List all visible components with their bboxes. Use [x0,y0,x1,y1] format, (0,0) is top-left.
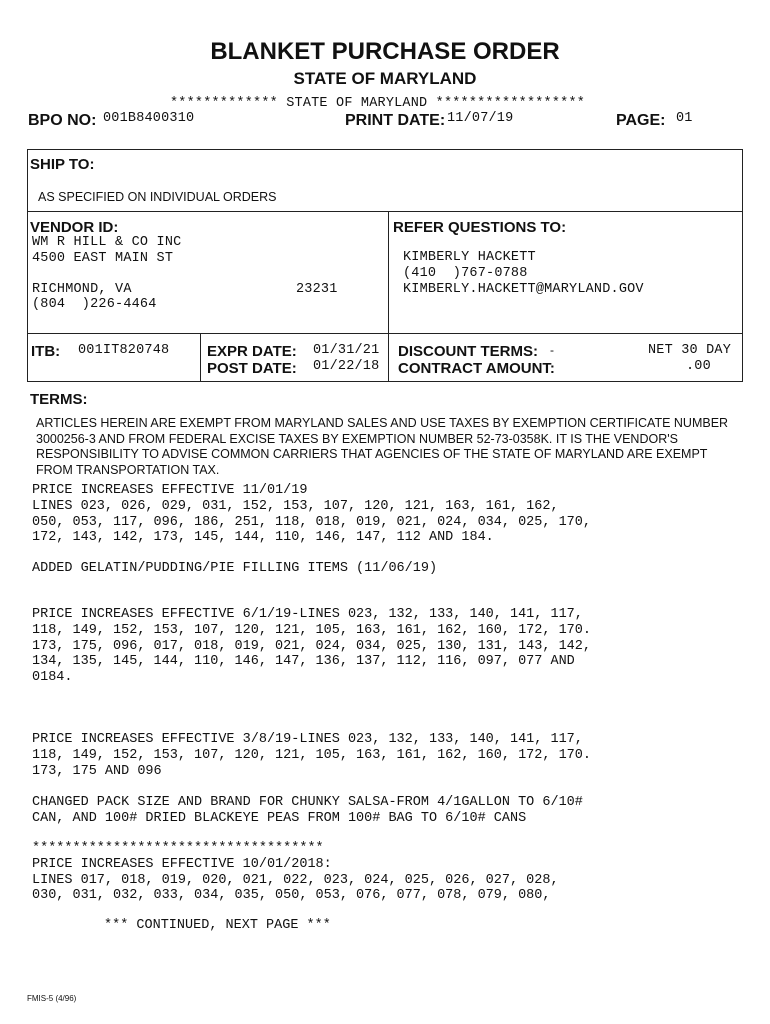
vendor-name: WM R HILL & CO INC [32,235,182,250]
document-title: BLANKET PURCHASE ORDER [210,38,560,65]
divider-vendor-refer [388,211,389,333]
vendor-phone: (804 )226-4464 [32,297,157,312]
terms-label: TERMS: [30,391,88,408]
discount-terms-label: DISCOUNT TERMS: [398,343,538,360]
price-increase-block-4: ************************************ PRICE INCREASES EFFECTIVE 10/01/2018: LINES 017, 018, 019, 020, 021, 022, 023, 024, 025, 026, 027, 028, 030, 031, 032, 033, 034, 035, 050, 053, 076, 077, 078, 079, 080, [32,841,559,904]
divider-itb-expr [200,333,201,382]
print-date-value: 11/07/19 [447,111,514,126]
bpo-label: BPO NO: [28,112,97,129]
itb-number: 001IT820748 [78,343,170,358]
price-increase-block-2: PRICE INCREASES EFFECTIVE 6/1/19-LINES 023, 132, 133, 140, 141, 117, 118, 149, 152, 153, 107, 120, 121, 105, 163, 161, 162, 160, 172, 170. 173, 175, 096, 017, 018, 019, 021, 024, 034, 025, 130, 131, 143, 142, 134, 135, 145, 144, 110, 146, 147, 136, 137, 112, 116, 097, 077 AND 0184. [32,607,591,686]
ship-to-value: AS SPECIFIED ON INDIVIDUAL ORDERS [38,190,277,204]
itb-label: ITB: [31,343,61,360]
contact-email: KIMBERLY.HACKETT@MARYLAND.GOV [403,282,644,297]
contact-phone: (410 )767-0788 [403,266,528,281]
contract-amount-label: CONTRACT AMOUNT: [398,360,555,377]
post-date-value: 01/22/18 [313,359,380,374]
contact-name: KIMBERLY HACKETT [403,250,536,265]
terms-text: ARTICLES HEREIN ARE EXEMPT FROM MARYLAND SALES AND USE TAXES BY EXEMPTION CERTIFICATE NUMBER 3000256-3 AND FROM FEDERAL EXCISE TAXES BY EXEMPTION NUMBER 52-73-0358K. IT IS THE VENDOR'S RESPONSIBILITY TO ADVISE COMMON CARRIERS THAT AGENCIES OF THE STATE OF MARYLAND ARE EXEMPT FROM TRANSPORTATION TAX. [36,416,729,477]
divider-itb [27,333,743,334]
discount-mark: - [550,343,554,357]
continued-note: *** CONTINUED, NEXT PAGE *** [104,918,331,933]
page-number: 01 [676,111,693,126]
post-date-label: POST DATE: [207,360,297,377]
divider-shipto [27,211,743,212]
vendor-street: 4500 EAST MAIN ST [32,251,174,266]
ship-to-label: SHIP TO: [30,156,95,173]
price-increase-block-3: PRICE INCREASES EFFECTIVE 3/8/19-LINES 023, 132, 133, 140, 141, 117, 118, 149, 152, 153, 107, 120, 121, 105, 163, 161, 162, 160, 172, 170. 173, 175 AND 096 [32,732,591,779]
document-subtitle: STATE OF MARYLAND [293,69,477,88]
vendor-id-label: VENDOR ID: [30,219,119,236]
price-increase-block-1: PRICE INCREASES EFFECTIVE 11/01/19 LINES 023, 026, 029, 031, 152, 153, 107, 120, 121, 163, 161, 162, 050, 053, 117, 096, 186, 251, 118, 018, 019, 021, 024, 034, 025, 170, 172, 143, 142, 173, 145, 144, 110, 146, 147, 112 AND 184. [32,483,591,546]
contract-amount-value: .00 [686,359,711,374]
vendor-city: RICHMOND, VA [32,282,132,297]
header-banner: ************* STATE OF MARYLAND ****************** [170,96,586,111]
added-items-note: ADDED GELATIN/PUDDING/PIE FILLING ITEMS (11/06/19) [32,561,438,576]
refer-questions-label: REFER QUESTIONS TO: [393,219,567,236]
form-id: FMIS-5 (4/96) [27,994,77,1003]
expr-date-label: EXPR DATE: [207,343,297,360]
divider-expr-discount [388,333,389,382]
print-date-label: PRINT DATE: [345,112,446,129]
bpo-number: 001B8400310 [103,111,195,126]
pack-size-change-note: CHANGED PACK SIZE AND BRAND FOR CHUNKY SALSA-FROM 4/1GALLON TO 6/10# CAN, AND 100# DRIED BLACKEYE PEAS FROM 100# BAG TO 6/10# CANS [32,795,583,826]
vendor-zip: 23231 [296,282,338,297]
discount-terms-value: NET 30 DAY [648,343,732,358]
page-label: PAGE: [616,112,666,129]
expr-date-value: 01/31/21 [313,343,380,358]
